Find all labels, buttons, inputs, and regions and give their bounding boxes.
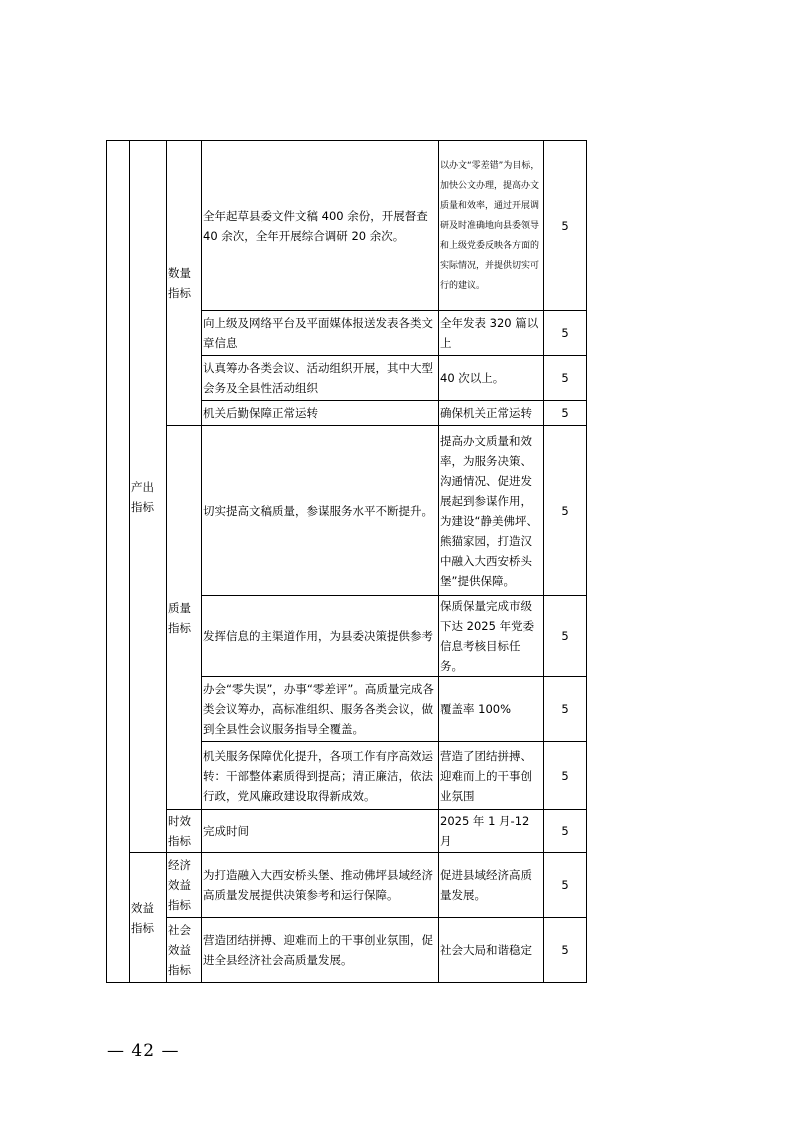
score-cell: 5 bbox=[544, 742, 587, 810]
content-cell: 向上级及网络平台及平面媒体报送发表各类文章信息 bbox=[202, 311, 439, 356]
score-cell: 5 bbox=[544, 810, 587, 853]
target-cell: 全年发表 320 篇以上 bbox=[439, 311, 544, 356]
score-cell: 5 bbox=[544, 356, 587, 401]
content-cell: 机关服务保障优化提升，各项工作有序高效运转：干部整体素质得到提高；清正廉洁，依法行政，党风廉政建设取得新成效。 bbox=[202, 742, 439, 810]
target-cell: 2025 年 1 月-12 月 bbox=[439, 810, 544, 853]
content-cell: 为打造融入大西安桥头堡、推动佛坪县域经济高质量发展提供决策参考和运行保障。 bbox=[202, 853, 439, 918]
blank-column-cell bbox=[107, 141, 130, 983]
level1-benefit-cell: 效益指标 bbox=[130, 853, 167, 983]
content-cell: 全年起草县委文件文稿 400 余份，开展督查 40 余次，全年开展综合调研 20 余次。 bbox=[202, 141, 439, 311]
score-cell: 5 bbox=[544, 311, 587, 356]
content-cell: 办会“零失误”，办事“零差评”。高质量完成各类会议筹办，高标准组织、服务各类会议，做到全县性会议服务指导全覆盖。 bbox=[202, 677, 439, 742]
score-cell: 5 bbox=[544, 918, 587, 983]
table-row bbox=[107, 853, 587, 918]
level1-output-cell: 产出指标 bbox=[130, 141, 167, 853]
page-number: — 42 — bbox=[107, 1041, 180, 1061]
target-cell: 确保机关正常运转 bbox=[439, 401, 544, 426]
score-cell: 5 bbox=[544, 401, 587, 426]
target-cell: 40 次以上。 bbox=[439, 356, 544, 401]
group-quantity-cell: 数量指标 bbox=[167, 141, 202, 426]
group-timeliness-cell: 时效指标 bbox=[167, 810, 202, 853]
table-row bbox=[107, 810, 587, 853]
group-quality-cell: 质量指标 bbox=[167, 426, 202, 810]
content-cell: 完成时间 bbox=[202, 810, 439, 853]
target-cell: 提高办文质量和效率，为服务决策、沟通情况、促进发展起到参谋作用，为建设“静美佛坪、熊猫家园，打造汉中融入大西安桥头堡”提供保障。 bbox=[439, 426, 544, 596]
target-cell: 以办文“零差错”为目标，加快公文办理，提高办文质量和效率，通过开展调研及时准确地向县委领导和上级党委反映各方面的实际情况，并提供切实可行的建议。 bbox=[439, 141, 544, 311]
content-cell: 机关后勤保障正常运转 bbox=[202, 401, 439, 426]
performance-indicator-table bbox=[106, 140, 587, 983]
content-cell: 发挥信息的主渠道作用，为县委决策提供参考 bbox=[202, 596, 439, 677]
content-cell: 认真筹办各类会议、活动组织开展，其中大型会务及全县性活动组织 bbox=[202, 356, 439, 401]
score-cell: 5 bbox=[544, 596, 587, 677]
score-cell: 5 bbox=[544, 853, 587, 918]
target-cell: 保质保量完成市级下达 2025 年党委信息考核目标任务。 bbox=[439, 596, 544, 677]
target-cell: 促进县域经济高质量发展。 bbox=[439, 853, 544, 918]
group-social-cell: 社会效益指标 bbox=[167, 918, 202, 983]
table-row bbox=[107, 426, 587, 596]
content-cell: 切实提高文稿质量，参谋服务水平不断提升。 bbox=[202, 426, 439, 596]
target-cell: 覆盖率 100% bbox=[439, 677, 544, 742]
table-row bbox=[107, 141, 587, 311]
content-cell: 营造团结拼搏、迎难而上的干事创业氛围，促进全县经济社会高质量发展。 bbox=[202, 918, 439, 983]
target-cell: 社会大局和谐稳定 bbox=[439, 918, 544, 983]
score-cell: 5 bbox=[544, 677, 587, 742]
score-cell: 5 bbox=[544, 141, 587, 311]
target-cell: 营造了团结拼搏、迎难而上的干事创业氛围 bbox=[439, 742, 544, 810]
table-row bbox=[107, 918, 587, 983]
score-cell: 5 bbox=[544, 426, 587, 596]
group-economic-cell: 经济效益指标 bbox=[167, 853, 202, 918]
